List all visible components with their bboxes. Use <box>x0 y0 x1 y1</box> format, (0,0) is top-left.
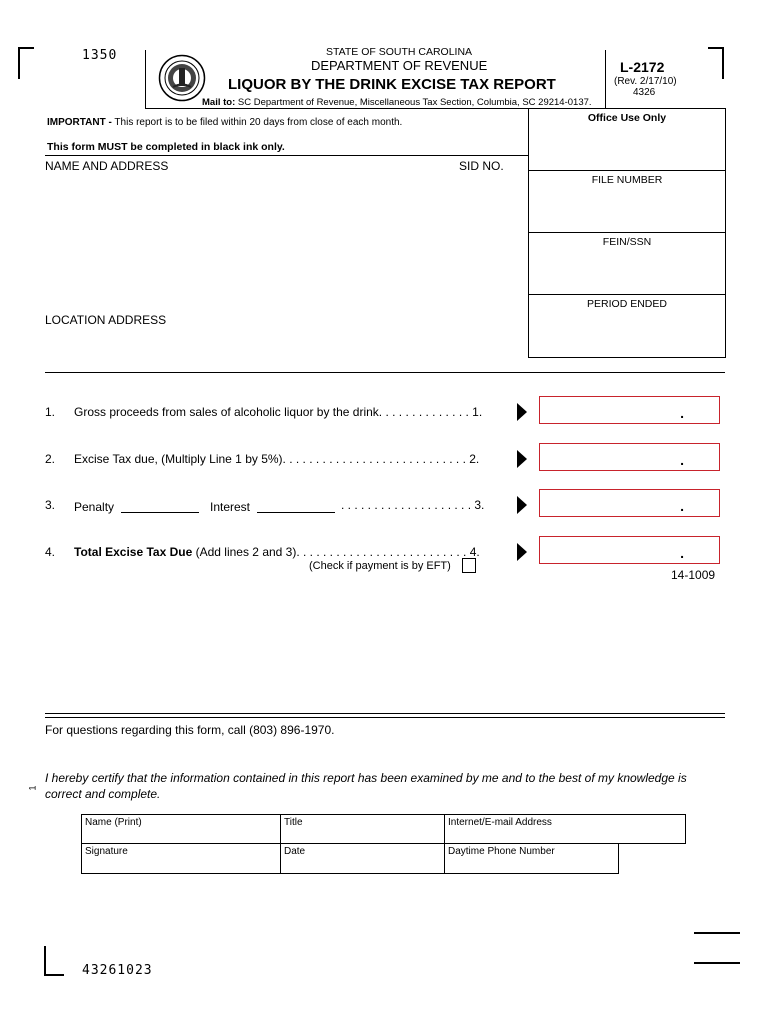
signature-cell[interactable] <box>81 843 281 874</box>
bottom-right-line-2 <box>694 962 740 964</box>
mail-to-label: Mail to: <box>202 97 236 108</box>
ink-notice: This form MUST be completed in black ink only. <box>47 141 285 153</box>
phone-cell[interactable] <box>444 843 619 874</box>
line-3-dots: . . . . . . . . . . . . . . . . . . . . 3. <box>341 498 485 512</box>
sid-no-label: SID NO. <box>459 159 504 173</box>
revision-code: 4326 <box>633 87 656 98</box>
title-cell[interactable] <box>280 814 445 844</box>
eft-checkbox[interactable] <box>462 558 476 573</box>
line-2-decimal: . <box>680 452 684 468</box>
form-code-bottom: 43261023 <box>82 963 153 978</box>
mail-to <box>202 97 592 108</box>
period-ended-label: PERIOD ENDED <box>587 298 667 310</box>
important-notice <box>47 117 402 128</box>
line-2-arrow-icon <box>517 450 527 468</box>
line-3-number: 3. <box>45 498 56 512</box>
line-4-text: (Add lines 2 and 3). . . . . . . . . . . . . . . . . . . . . . . . . . 4. <box>195 545 480 559</box>
line-2-number: 2. <box>45 452 56 466</box>
signature-label: Signature <box>85 846 128 857</box>
office-use-cell <box>529 109 725 171</box>
double-line-bottom <box>45 717 725 718</box>
margin-mark: 1 <box>27 785 38 791</box>
penalty-label: Penalty <box>74 500 115 514</box>
certify-line-1: I hereby certify that the information contained in this report has been examined by me and to the best of my knowledge is <box>45 771 687 785</box>
mail-to-address: SC Department of Revenue, Miscellaneous Tax Section, Columbia, SC 29214-0137. <box>237 97 592 108</box>
line-3-decimal: . <box>680 498 684 514</box>
email-cell[interactable] <box>444 814 686 844</box>
line-4 <box>45 545 480 559</box>
bottom-right-line-1 <box>694 932 740 934</box>
corner-mark-top-right <box>708 47 724 79</box>
ink-notice-underline <box>45 155 528 156</box>
email-label: Internet/E-mail Address <box>448 817 552 828</box>
fein-cell[interactable] <box>529 233 725 295</box>
office-use-box <box>528 108 726 358</box>
state-seal <box>158 54 206 102</box>
office-use-label: Office Use Only <box>587 112 667 124</box>
line-4-bold: Total Excise Tax Due <box>74 545 193 559</box>
date-cell[interactable] <box>280 843 445 874</box>
corner-mark-top-left <box>18 47 34 79</box>
line-4-decimal: . <box>680 545 684 561</box>
phone-label: Daytime Phone Number <box>448 846 555 857</box>
form-revision: (Rev. 2/17/10) <box>614 76 677 87</box>
line-4-arrow-icon <box>517 543 527 561</box>
line-2-text: Excise Tax due, (Multiply Line 1 by 5%). . . . . . . . . . . . . . . . . . . . . . . . . . . . 2. <box>74 452 480 466</box>
form-number: L-2172 <box>620 59 665 75</box>
fein-label: FEIN/SSN <box>602 236 652 248</box>
line-3-arrow-icon <box>517 496 527 514</box>
line-1-arrow-icon <box>517 403 527 421</box>
date-label: Date <box>284 846 306 857</box>
line-1-decimal: . <box>680 405 684 421</box>
name-address-label: NAME AND ADDRESS <box>45 159 169 173</box>
state-name: STATE OF SOUTH CAROLINA <box>326 46 473 58</box>
header-divider-left <box>145 50 146 109</box>
line-4-amount-field[interactable] <box>539 536 720 564</box>
file-number-cell[interactable] <box>529 171 725 233</box>
interest-field[interactable] <box>257 512 335 513</box>
line-1-number: 1. <box>45 405 56 419</box>
eft-check-label: (Check if payment is by EFT) <box>309 560 451 572</box>
section-divider <box>45 372 725 373</box>
period-ended-cell[interactable] <box>529 295 725 357</box>
header-divider-right <box>605 50 606 109</box>
name-print-cell[interactable] <box>81 814 281 844</box>
questions-text: For questions regarding this form, call (803) 896-1970. <box>45 723 335 737</box>
double-line-top <box>45 713 725 714</box>
line-4-number: 4. <box>45 545 56 559</box>
important-text: This report is to be filed within 20 days from close of each month. <box>114 117 403 128</box>
file-number-label: FILE NUMBER <box>591 174 663 186</box>
form-title: LIQUOR BY THE DRINK EXCISE TAX REPORT <box>228 76 556 93</box>
corner-mark-bottom-left <box>44 946 64 976</box>
line-1 <box>45 405 483 419</box>
line-2-amount-field[interactable] <box>539 443 720 471</box>
line-1-text: Gross proceeds from sales of alcoholic liquor by the drink. . . . . . . . . . . . . . 1. <box>74 405 483 419</box>
form-code-top: 1350 <box>82 48 118 63</box>
line-4-text-group <box>74 545 480 559</box>
location-address-label: LOCATION ADDRESS <box>45 313 167 327</box>
interest-label: Interest <box>210 500 251 514</box>
name-print-label: Name (Print) <box>85 817 142 828</box>
line-1-amount-field[interactable] <box>539 396 720 424</box>
important-label: IMPORTANT - <box>47 117 112 128</box>
title-label: Title <box>284 817 303 828</box>
line-2 <box>45 452 480 466</box>
department-name: DEPARTMENT OF REVENUE <box>311 58 488 73</box>
form-id: 14-1009 <box>671 568 716 582</box>
line-3-amount-field[interactable] <box>539 489 720 517</box>
penalty-field[interactable] <box>121 512 199 513</box>
certify-line-2: correct and complete. <box>45 787 161 801</box>
line-3 <box>45 498 485 514</box>
